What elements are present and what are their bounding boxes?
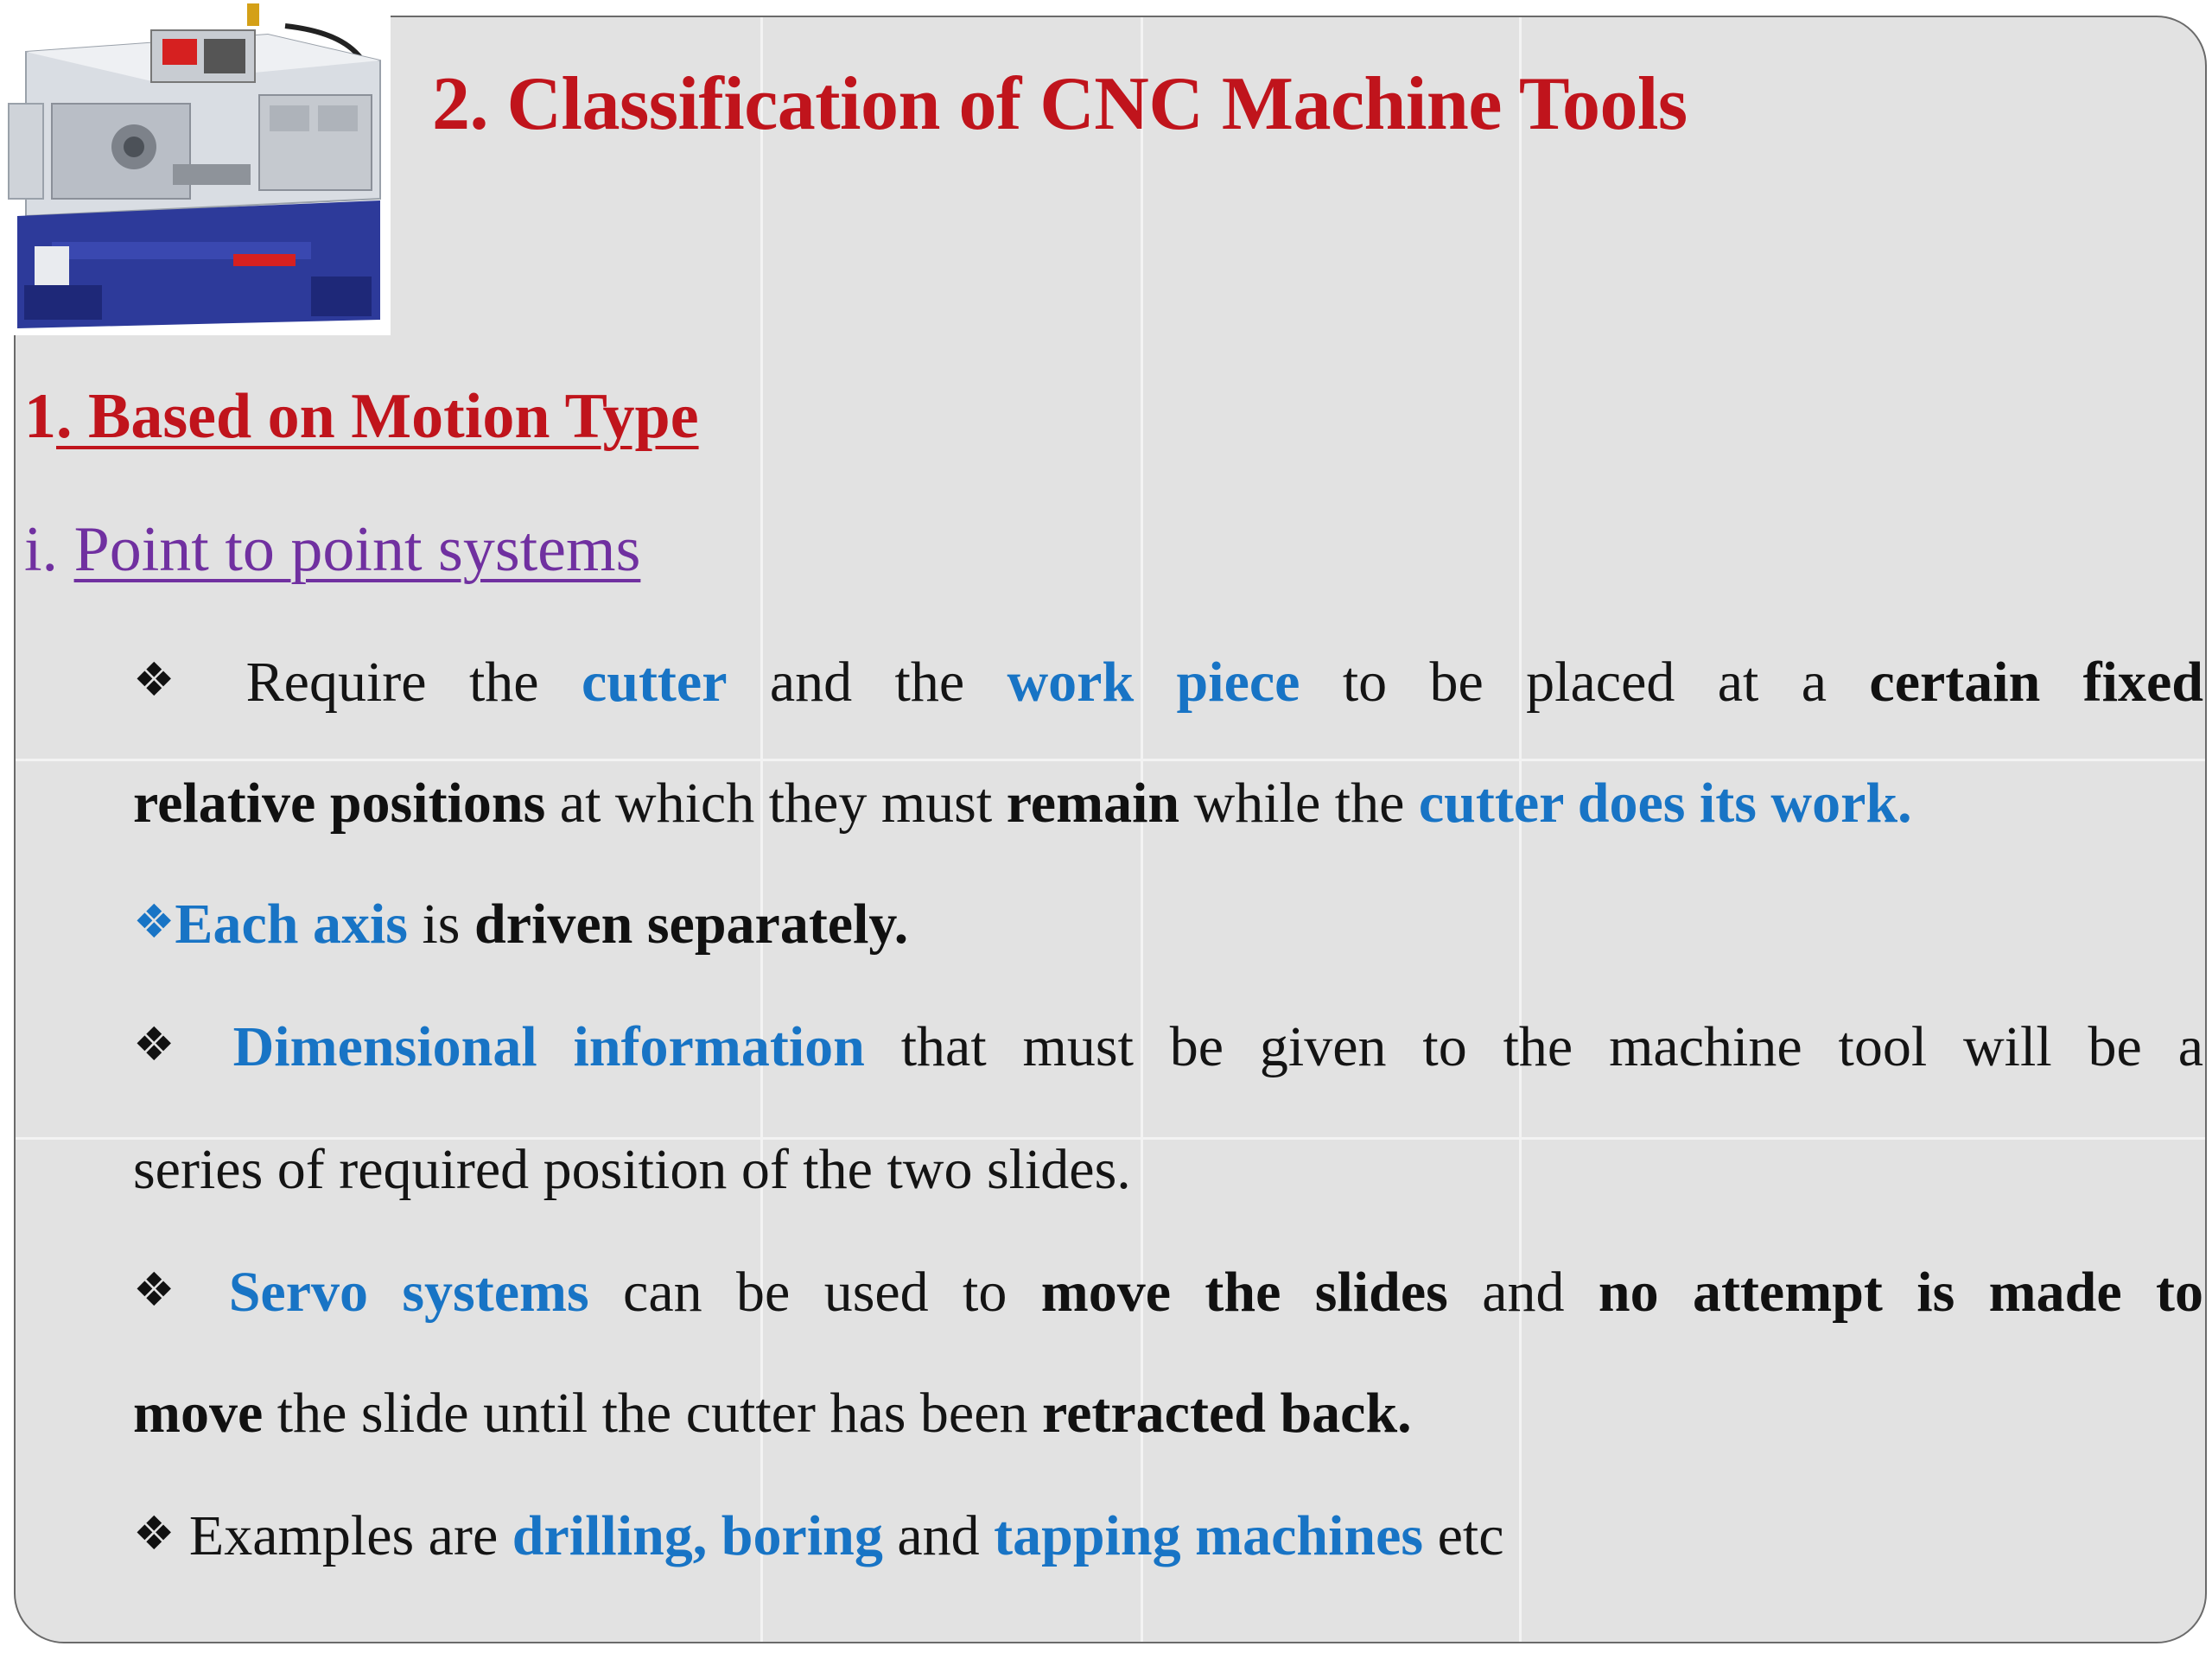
- subsection-heading: [24, 513, 640, 587]
- bullet-4-line-2: move the slide until the cutter has been retracted back.: [133, 1382, 1412, 1445]
- subsection-label: Point to point systems: [73, 514, 641, 585]
- bullet-3-line-2: series of required position of the two slides.: [133, 1138, 1131, 1201]
- bullet-4-line-1: ❖ Servo systems can be used to move the slides and no attempt is made to: [133, 1261, 2204, 1324]
- diamond-bullet-icon: ❖: [133, 894, 175, 949]
- diamond-bullet-icon: ❖: [133, 1017, 197, 1071]
- section-heading: [24, 380, 699, 454]
- bullet-2-line-1: ❖Each axis is driven separately.: [133, 893, 909, 956]
- diamond-bullet-icon: ❖: [133, 1506, 175, 1560]
- grid-line: [16, 759, 2205, 761]
- slide-title: 2. Classification of CNC Machine Tools: [432, 62, 1688, 146]
- diamond-bullet-icon: ❖: [133, 652, 204, 707]
- bullet-5-line-1: ❖ Examples are drilling, boring and tapping machines etc: [133, 1504, 1504, 1567]
- diamond-bullet-icon: ❖: [133, 1262, 195, 1317]
- bullet-1-line-1: ❖ Require the cutter and the work piece to be placed at a certain fixed: [133, 651, 2203, 714]
- section-number: 1: [24, 381, 56, 452]
- cnc-machine-image: [0, 0, 391, 335]
- subsection-number: i.: [24, 514, 74, 585]
- section-label: . Based on Motion Type: [56, 381, 699, 452]
- bullet-1-line-2: relative positions at which they must remain while the cutter does its work.: [133, 772, 1912, 835]
- bullet-3-line-1: ❖ Dimensional information that must be given to the machine tool will be a: [133, 1015, 2203, 1078]
